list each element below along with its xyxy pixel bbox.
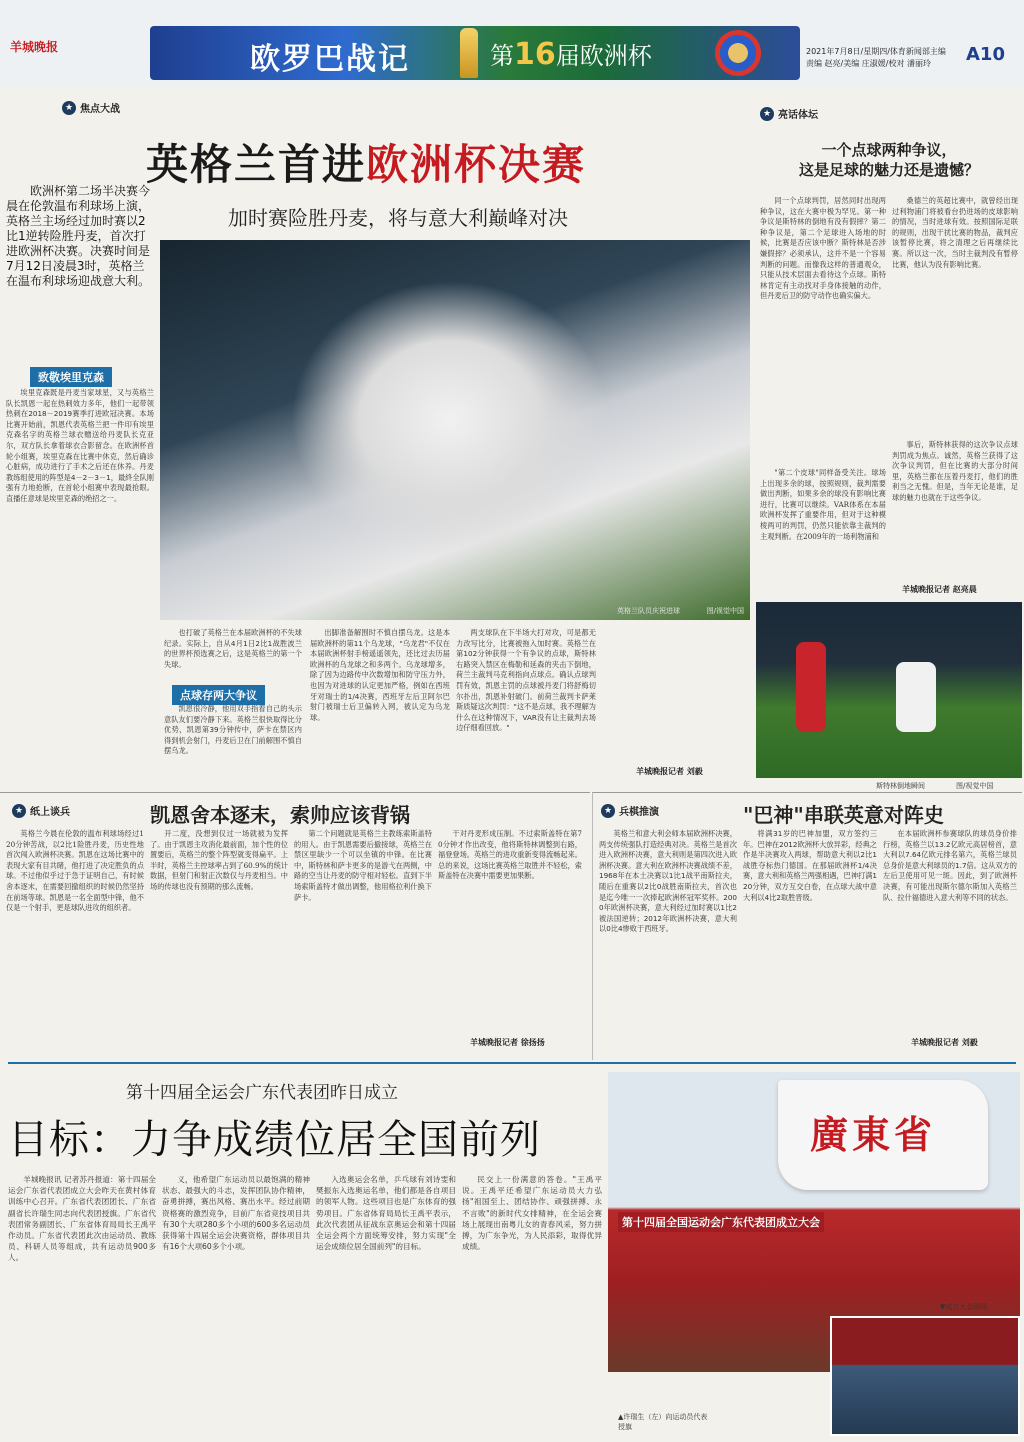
commentary-tag: ★ 亮话体坛 xyxy=(760,106,818,121)
games-text-d: 民交上一份满意的答卷。"王禹平说。王禹平还希望广东运动员大力弘扬"祖国至上、团结协作、顽强拼搏、永不言败"的新时代女排精神，在全运会赛场上展现出南粤儿女的青春风采，努力拼搏，为广东争光，为人民添彩，取得优异成绩。 xyxy=(462,1175,602,1252)
commentary-text-c: 桑德兰的英超比赛中，就曾经出现过利物浦门将被看台扔进场的皮球影响的情况，当时进球有效。按照国际足联的规则，出现干扰比赛的物品，裁判应该暂停比赛，将之清理之后再继续比赛。所以这一次，当时主裁判没有暂停比赛，他认为没有影响比赛。 xyxy=(892,196,1018,269)
paper-talk-section xyxy=(0,792,590,1060)
games-headline: 目标：力争成绩位居全国前列 xyxy=(8,1117,541,1163)
commentary-text-d: 事后，斯特林获得的这次争议点球判罚成为焦点。诚然，英格兰获得了这次争议判罚，但在比赛的大部分时间里，英格兰都在压着丹麦打，他们的胜利当之无愧。但是，当年无论是谁，足球的魅力也就在于这些争议。 xyxy=(892,440,1018,502)
bing-section xyxy=(592,792,1022,1060)
bing-text-b: 将满31岁的巴神加盟，双方签约三年。巴神在2012欧洲杯大放异彩，经典之作是半决赛攻入两球，帮助意大利以2比1战胜夺标热门德国。在那届欧洲杯1/4决赛，意大利和英格兰两强相遇，巴神打满120分钟，双方互交白卷，在点球大战中意大利以4比2取胜晋级。 xyxy=(743,829,877,902)
games-section xyxy=(0,1066,1024,1442)
paper-talk-text-c: 第二个问题就是英格兰主教练索斯盖特的用人。由于凯恩需要后撤接球，英格兰在禁区里缺少一个可以坐镇的中锋。在比赛中，斯特林和萨卡更多的是游弋在两侧，中路的空当让丹麦的防守相对轻松。直到下半场索斯盖特才做出调整，他用格拉利什换下萨卡。 xyxy=(294,829,432,902)
masthead xyxy=(0,0,1024,88)
euro-logo-icon xyxy=(715,30,761,76)
flag xyxy=(778,1080,988,1190)
bing-tag: ★ 兵棋推演 xyxy=(601,803,659,818)
assembly-photo xyxy=(830,1316,1020,1436)
staff-line: 责编 赵亮/美编 庄淑媛/校对 潘丽玲 xyxy=(806,59,932,68)
star-icon: ★ xyxy=(601,804,615,818)
star-icon: ★ xyxy=(12,804,26,818)
stage-banner: 第十四届全国运动会广东代表团成立大会 xyxy=(618,1212,824,1232)
sterling-caption: 斯特林倒地瞬间 xyxy=(876,782,925,790)
paper-talk-byline: 羊城晚报记者 徐扬扬 xyxy=(470,1038,545,1047)
col4-text: 两支球队在下半场大打对攻，可是都无力改写比分，比赛被拖入加时赛。英格兰在第102分钟获得一个有争议的点球，斯特林右路突入禁区在梅勒和延森的夹击下倒地，荷兰主裁判马克利指向点球点。确认点球判罚有效，凯恩主罚的点球被丹麦门将舒梅切尔扑出，凯恩补射破门。前荷兰裁判卡萨莱斯质疑这次判罚："这不是点球，我不理解为什么在这种情况下，VAR没有让主裁判去场边仔细看回放。" xyxy=(456,628,596,733)
side-box-label: 致敬埃里克森 xyxy=(30,366,112,387)
paper-talk-tag: ★ 纸上谈兵 xyxy=(12,803,70,818)
games-caption-1: ▲许瑞生（左）向运动员代表授旗 xyxy=(618,1413,708,1431)
paper-talk-headline: 凯恩舍本逐末，索帅应该背锅 xyxy=(150,803,410,827)
games-kicker: 第十四届全运会广东代表团昨日成立 xyxy=(126,1083,398,1103)
games-text-a: 羊城晚报讯 记者苏丹报道：第十四届全运会广东省代表团成立大会昨天在黄村体育训练中心召开。广东省代表团团长、广东省副省长许瑞生同志向代表团授旗。广东省代表团常务副团长、广东省体育局局长王禹平作动员。广东省代表团此次由运动员、教练员、科研人员等组成，共有运动员900多人。 xyxy=(8,1175,156,1263)
paper-talk-text-d: 干对丹麦形成压制。不过索斯盖特在第70分钟才作出改变，他将斯特林调整到右路，福登登场。英格兰的进攻重新变得流畅起来。总的来说，这场比赛英格兰取胜并不轻松，索斯盖特在决赛中需要更加果断。 xyxy=(438,829,582,881)
sterling-credit: 图/视觉中国 xyxy=(956,782,994,790)
celebration-photo xyxy=(160,240,750,620)
bing-text-c: 在本届欧洲杯参赛球队的球员身价排行榜，英格兰以13.2亿欧元高居榜首，意大利以7.64亿欧元排名第六，英格兰球员总身价是意大利球员的1.7倍。这从双方的左后卫使用可见一斑。因此，到了欧洲杯决赛，有可能出现斯尔德尔斯加入英格兰队、拉什福德进入意大利等不同的状态。 xyxy=(883,829,1017,902)
col2-box-label: 点球存两大争议 xyxy=(172,684,265,705)
edition: 第16届欧洲杯 xyxy=(490,37,652,72)
col2-text: 也打破了英格兰在本届欧洲杯的不失球纪录。实际上，自从4月1日2比1战胜波兰的世界杯预选赛之后，这是英格兰的第一个失球。 xyxy=(164,628,302,668)
main-summary: 欧洲杯第二场半决赛今晨在伦敦温布利球场上演，英格兰主场经过加时赛以2比1逆转险胜丹麦，首次打进欧洲杯决赛。决赛时间是7月12日凌晨3时，英格兰在温布利球场迎战意大利。 xyxy=(6,184,151,288)
paper-talk-text-b: 开二度，没想到仅过一场就被为发挥了。由于凯恩主攻消化最前面，加个性的位置要后，英格兰的整个阵型就变得扁平。上半时，英格兰主控球率占到了60.9%的统计数据，但射门和射正次数仅与丹麦相当。中场的传球也没有预期的那么流畅。 xyxy=(150,829,288,891)
star-icon: ★ xyxy=(760,107,774,121)
commentary-text-a: 同一个点球判罚，居然同时出现两种争议，这在大赛中极为罕见。第一种争议是斯特林的倒地有没有假摔？第二种争议是，第二个足球进入场地的时候，比赛是否应该中断？斯特林是否涉嫌假摔？必须承认，这并不是一个容易判断的问题。而像我这样的普通观众，只能从技术层面去看待这个点球。斯特林肯定有主动找对手身体接触的动作，但丹麦后卫的防守动作也确实偏大。 xyxy=(760,196,886,301)
trophy-icon xyxy=(460,28,478,78)
games-text-b: 义，他希望广东运动员以最饱满的精神状态、最强大的斗志，发挥团队协作精神，奋勇拼搏，赛出风格、赛出水平。经过前期资格赛的激烈竞争，目前广东省竞技项目共有30个大项280多个小项的600多名运动员获得第十四届全运会决赛资格，群体项目共有16个大项60多个小项。 xyxy=(162,1175,310,1252)
photo-caption: 英格兰队员庆祝进球 xyxy=(617,607,680,615)
flag-text: 廣東省 xyxy=(810,1112,937,1157)
banner-title: 欧罗巴战记 xyxy=(250,42,410,77)
col4-text-b xyxy=(600,628,750,758)
sterling-photo xyxy=(756,602,1022,778)
banner xyxy=(150,26,800,80)
date-line: 2021年7月8日/星期四/体育新闻部主编 xyxy=(806,47,946,56)
main-tag: ★ 焦点大战 xyxy=(62,100,120,115)
col2-text-b: 凯恩很冷静，他用双手指着自己的头示意队友们要冷静下来。英格兰很快取得比分优势，凯恩第39分钟传中，萨卡在禁区内得到机会射门，丹麦后卫在门前解围不慎自摆乌龙。 xyxy=(164,704,302,756)
bing-byline: 羊城晚报记者 刘毅 xyxy=(911,1038,978,1047)
bing-text-a: 英格兰和意大利会师本届欧洲杯决赛，两支传统强队打造经典对决。英格兰是首次进入欧洲杯决赛，意大利则是第四次进入欧洲杯决赛。意大利在欧洲杯决赛战绩不差，1968年在本土决赛以1比1战平南斯拉夫，随后在重赛以2比0战胜南斯拉夫，首次也是迄今唯一一次捧起欧洲杯冠军奖杯。2000年欧洲杯决赛，意大利经过加时赛以1比2被法国逆转；2012年欧洲杯决赛，意大利以0比4惨败于西班牙。 xyxy=(599,829,737,934)
col3-text: 出脚准备解围时不慎自摆乌龙。这是本届欧洲杯的第11个乌龙球，"乌龙君"不仅在本届欧洲杯射手榜遥遥领先，还比过去历届欧洲杯的乌龙球之和多两个。乌龙球增多，除了因为边路传中次数增加和防守压力外，也因为对进球的认定更加严格，例如在西班牙对瑞士的1/4决赛，西班牙左后卫阿尔巴射门被瑞士后卫偏转入网，被认定为乌龙球。 xyxy=(310,628,450,722)
commentary-section xyxy=(756,100,1022,792)
bing-headline: "巴神"串联英意对阵史 xyxy=(743,803,944,827)
photo-credit: 图/视觉中国 xyxy=(706,607,744,615)
commentary-text-b: "第二个皮球"同样备受关注。球场上出现多余的球，按照规则，裁判需要做出判断，如果多余的球没有影响比赛进行，比赛可以继续。VAR体系在本届欧洲杯发挥了重要作用，但对于这种模棱两可的判罚，仍然只能依靠主裁判的主观判断。在2009年的一场利物浦和 xyxy=(760,468,886,541)
player-white xyxy=(896,662,936,732)
commentary-headline: 一个点球两种争议， 这是足球的魅力还是遗憾？ xyxy=(798,141,979,179)
star-icon: ★ xyxy=(62,101,76,115)
paper-talk-text-a: 英格兰今晨在伦敦的温布利球场经过120分钟苦战，以2比1险胜丹麦，历史性地首次闯入欧洲杯决赛。凯恩在这场比赛中的表现大家有目共睹，他打进了决定胜负的点球。不过他似乎过于急于证明自己，有时候舍本逐末，在需要回撤组织的时候仍然坚持在前场等球。凯恩是一名全面型中锋，他不仅是一个射手，更是球队进攻的组织者。 xyxy=(6,829,144,913)
player-group xyxy=(290,280,610,560)
player-red xyxy=(796,642,826,732)
main-subhead: 加时赛险胜丹麦，将与意大利巅峰对决 xyxy=(228,206,568,230)
main-byline: 羊城晚报记者 刘毅 xyxy=(636,767,703,776)
main-headline: 英格兰首进欧洲杯决赛 xyxy=(146,140,587,189)
commentary-byline: 羊城晚报记者 赵亮晨 xyxy=(902,585,977,594)
main-section xyxy=(0,90,760,790)
newspaper-logo: 羊城晚报 xyxy=(10,40,59,54)
games-caption-2: ▼成立大会现场 xyxy=(940,1303,988,1311)
side-text: 埃里克森既是丹麦当家球星，又与英格兰队长凯恩一起在热刺效力多年，他们一起带领热刺在2018－2019赛季打进欧冠决赛。本场比赛开始前，凯恩代表英格兰把一件印有埃里克森名字的英格兰球衣赠送给丹麦队长克亚尔，双方队长拿着球衣合影留念。在欧洲杯首轮小组赛，埃里克森在比赛中休克，然后确诊心脏病，成功进行了手术之后还在休养。丹麦教练组使用的阵型是4－2－3－1，最終全队刚强有力地抢断，在首轮小组赛中表现最抢眼。直播任意球是埃里克森的绝招之一。 xyxy=(6,388,154,503)
section-divider xyxy=(8,1062,1016,1064)
games-text-c: 入选奥运会名单，乒乓球有刘诗雯和樊振东入选奥运名单，他们都是各自项目的领军人物。这些项目也是广东体育的强势项目。广东省体育局局长王禹平表示，此次代表团从征战东京奥运会和第十四届全运会两个方面统筹安排，努力实现"全运会成绩位居全国前列"的目标。 xyxy=(316,1175,456,1252)
page-number: A10 xyxy=(966,44,1005,65)
